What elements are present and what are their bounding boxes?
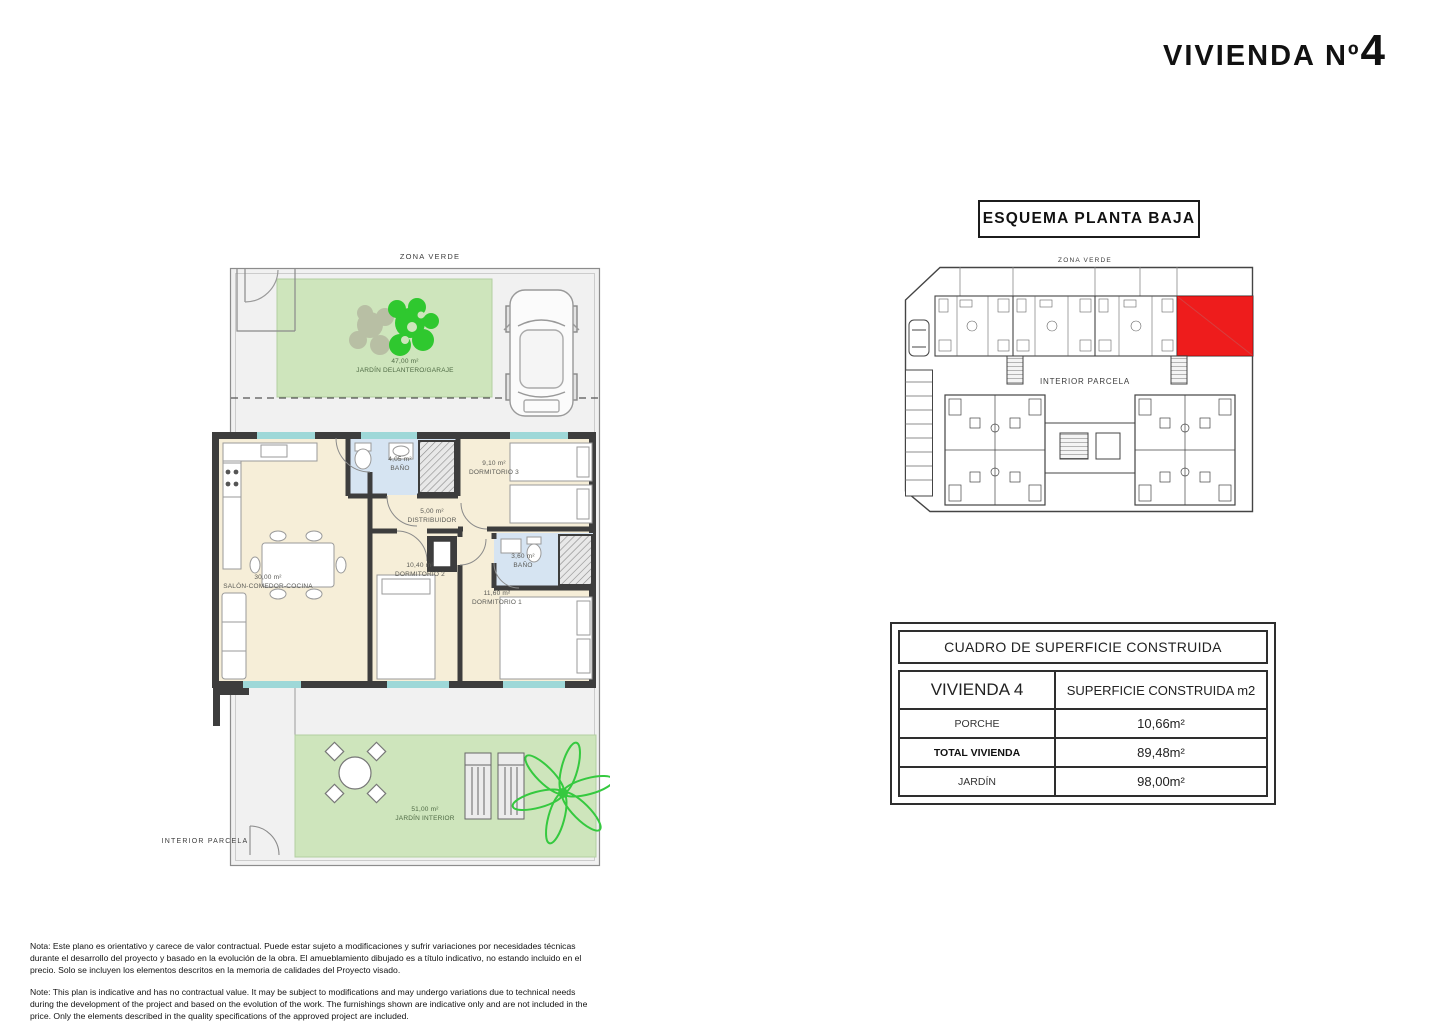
esquema-title: ESQUEMA PLANTA BAJA bbox=[978, 200, 1200, 238]
stairs-icon bbox=[1060, 433, 1088, 459]
porch-wall bbox=[213, 688, 220, 726]
room-label-dormitorio1: 11,60 m² DORMITORIO 1 bbox=[472, 590, 522, 606]
stairs-icon bbox=[1007, 356, 1023, 384]
page-title-number: 4 bbox=[1360, 26, 1385, 75]
floor-plan-drawing bbox=[165, 245, 610, 880]
room-label-distribuidor: 5,00 m² DISTRIBUIDOR bbox=[407, 508, 457, 524]
interior-parcela-label: INTERIOR PARCELA bbox=[161, 838, 249, 845]
table-row: JARDÍN 98,00m² bbox=[900, 766, 1266, 795]
kitchen-sink bbox=[261, 445, 287, 457]
sofa-icon bbox=[222, 593, 246, 679]
page-title-text: VIVIENDA Nº bbox=[1163, 40, 1361, 72]
highlighted-unit bbox=[1178, 297, 1253, 356]
surface-table-grid bbox=[898, 670, 1268, 797]
stove-icon bbox=[223, 463, 241, 497]
surface-table-header-row bbox=[900, 672, 1266, 710]
note-spanish: Nota: Este plano es orientativo y carece de valor contractual. Puede estar sujeto a modificaciones y sufrir variaciones por necesidades técnicas durante el desarrollo del proyecto y basado en la evolución de la obra. El amueblamiento dibujado es a título indicativo, no estando incluido en el precio. Solo se incluyen los elementos descritos en la memoria de calidades del Proyecto visado. bbox=[30, 941, 582, 975]
front-garden bbox=[277, 279, 492, 397]
esquema-interior-parcela-label: INTERIOR PARCELA bbox=[1040, 377, 1130, 386]
surface-table bbox=[890, 622, 1276, 805]
note-english: Note: This plan is indicative and has no contractual value. It may be subject to modifications and may undergo variations due to technical needs during the development of the project and based on the evolution of the work. The furnishings shown are indicative only and are not included in the price. Only the elements described in the quality specifications of the approved project are included. bbox=[30, 987, 588, 1021]
interior-garden bbox=[295, 735, 610, 857]
esquema-zona-verde-label: ZONA VERDE bbox=[1058, 257, 1112, 264]
car-icon bbox=[909, 320, 929, 356]
front-garden-label: 47,00 m² JARDÍN DELANTERO/GARAJE bbox=[356, 358, 454, 374]
room-label-salon: 30,00 m² SALÓN-COMEDOR-COCINA bbox=[223, 574, 313, 590]
sink-icon bbox=[501, 539, 521, 553]
room-label-bano2: 3,60 m² BAÑO bbox=[511, 553, 535, 569]
site-plan-drawing bbox=[900, 258, 1258, 518]
surface-table-title: CUADRO DE SUPERFICIE CONSTRUIDA bbox=[898, 630, 1268, 664]
stairs-icon bbox=[1171, 356, 1187, 384]
toilet-icon bbox=[355, 449, 371, 469]
car-top-view-icon bbox=[504, 290, 579, 416]
surface-table-col1-header: VIVIENDA 4 bbox=[900, 672, 1056, 708]
surface-table-col2-header: SUPERFICIE CONSTRUIDA m2 bbox=[1066, 682, 1256, 698]
table-row: TOTAL VIVIENDA 89,48m² bbox=[900, 737, 1266, 766]
page-title bbox=[1163, 26, 1385, 76]
interior-garden-label: 51,00 m² JARDÍN INTERIOR bbox=[395, 806, 455, 822]
room-label-bano1: 4,05 m² BAÑO bbox=[388, 456, 412, 472]
table-row: PORCHE 10,66m² bbox=[900, 710, 1266, 737]
side-steps bbox=[905, 370, 933, 496]
room-label-dormitorio2: 10,40 m² DORMITORIO 2 bbox=[395, 562, 445, 578]
house-structure bbox=[216, 436, 597, 687]
room-label-dormitorio3: 9,10 m² DORMITORIO 3 bbox=[469, 460, 519, 476]
zona-verde-label: ZONA VERDE bbox=[399, 252, 461, 261]
